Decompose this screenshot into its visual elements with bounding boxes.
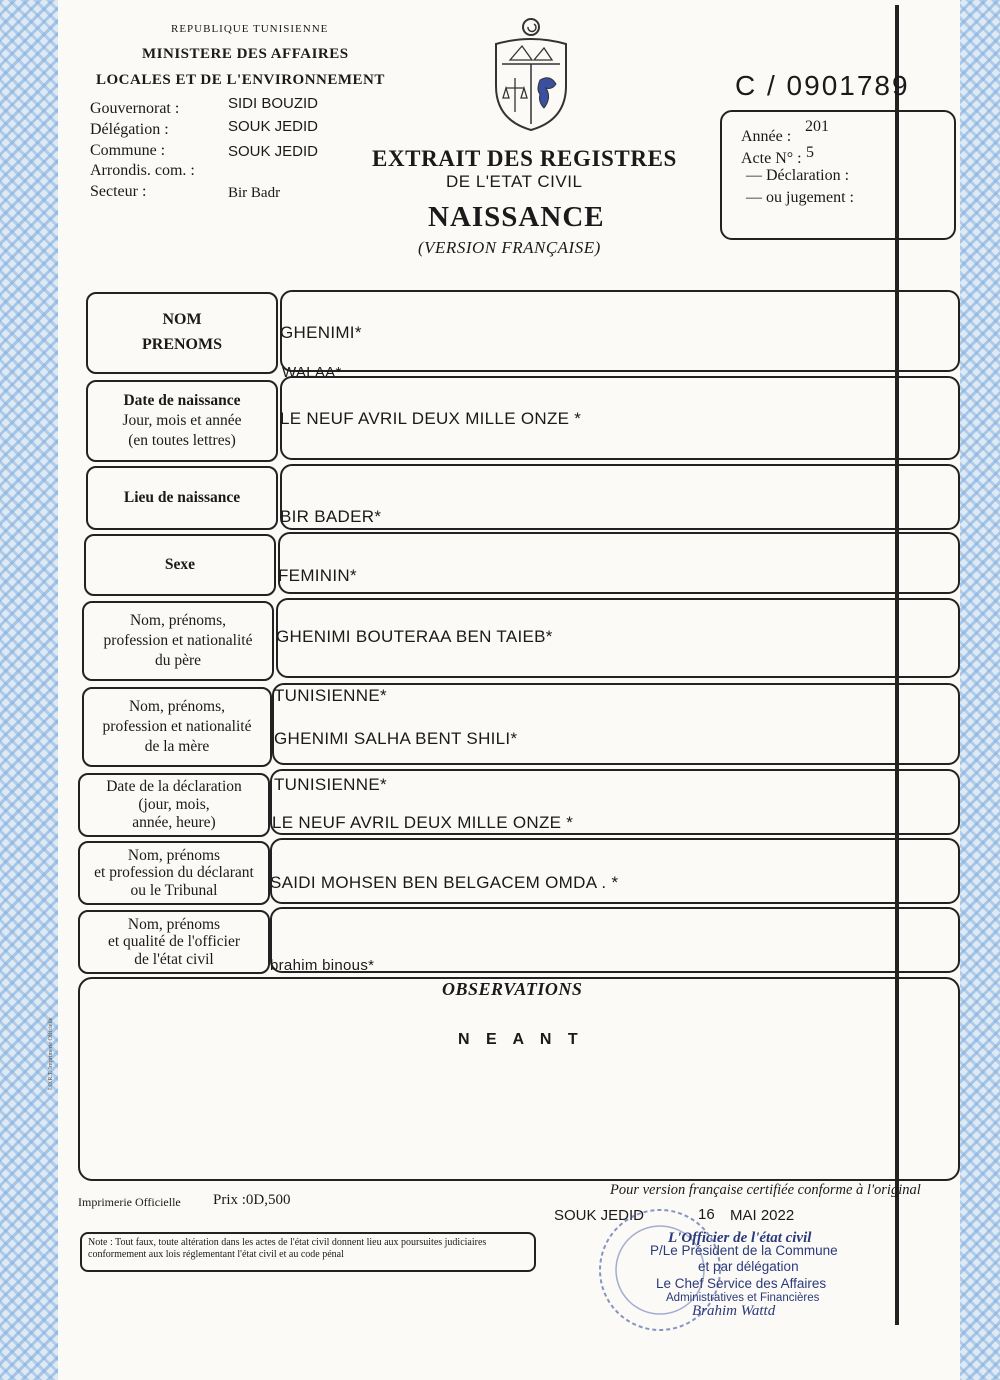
officier-label-3: de l'état civil xyxy=(134,950,214,968)
officier-label-2: et qualité de l'officier xyxy=(107,933,241,951)
pere-label-3: du père xyxy=(154,652,202,670)
jugement-label: — ou jugement : xyxy=(746,189,854,206)
observations-title: OBSERVATIONS xyxy=(442,979,583,999)
stamp-signature: Brahim Wattd xyxy=(692,1303,776,1319)
side-printer-text: I.O.R.T. Imprimerie Officielle xyxy=(48,1017,54,1090)
stamp-line-2: P/Le Président de la Commune xyxy=(650,1243,838,1258)
title-version: (VERSION FRANÇAISE) xyxy=(418,238,601,257)
declaration-date-label-2: (jour, mois, xyxy=(138,796,210,814)
pere-label-1: Nom, prénoms, xyxy=(129,611,226,629)
title-naissance: NAISSANCE xyxy=(428,201,605,233)
gouvernorat-label: Gouvernorat : xyxy=(90,100,180,117)
declaration-label-box xyxy=(78,773,270,837)
lieu-label: Lieu de naissance xyxy=(123,488,241,506)
stamp-line-4: Le Chef Service des Affaires xyxy=(656,1276,827,1291)
mere-nationalite: TUNISIENNE* xyxy=(274,775,387,794)
legal-note: Note : Tout faux, toute altération dans les actes de l'état civil donnent lieu aux poursuites judiciaires conformement aux lois réglementant l'état civil et au code pénal xyxy=(88,1237,487,1260)
officier-label-1: Nom, prénoms xyxy=(127,916,221,934)
certification-text: Pour version française certifiée conforme à l'original xyxy=(610,1182,921,1198)
month-year-value: MAI 2022 xyxy=(730,1207,795,1224)
mere-label-1: Nom, prénoms, xyxy=(128,697,225,715)
sexe-label: Sexe xyxy=(164,555,196,573)
ministry-line-1: MINISTERE DES AFFAIRES xyxy=(142,46,349,62)
date-naissance-sub-2: (en toutes lettres) xyxy=(128,432,236,450)
nom-label: NOM xyxy=(162,311,202,329)
title-line-1: EXTRAIT DES REGISTRES xyxy=(372,146,677,171)
mere-value-box xyxy=(272,683,960,765)
imprimerie-label: Imprimerie Officielle xyxy=(78,1195,181,1209)
mere-label-box xyxy=(82,687,272,767)
legal-note-box xyxy=(80,1232,536,1272)
declaration-date-label-1: Date de la déclaration xyxy=(106,778,242,796)
declarant-label-3: ou le Tribunal xyxy=(130,881,218,899)
commune-label: Commune : xyxy=(90,142,166,159)
secteur-label: Secteur : xyxy=(90,183,147,200)
pere-nationalite: TUNISIENNE* xyxy=(274,686,387,705)
date-naissance-sub-1: Jour, mois et année xyxy=(122,411,242,429)
delegation-label: Délégation : xyxy=(90,121,169,138)
declaration-label: — Déclaration : xyxy=(746,167,850,184)
sexe-value-box xyxy=(278,532,960,594)
lieu-value: BIR BADER* xyxy=(280,507,382,526)
nom-value-box xyxy=(280,290,960,372)
declaration-value: LE NEUF AVRIL DEUX MILLE ONZE * xyxy=(272,813,574,832)
decorative-border-left xyxy=(0,0,60,1380)
place-value: SOUK JEDID xyxy=(554,1207,645,1224)
officier-label-box xyxy=(78,910,270,974)
declarant-label-2: et profession du déclarant xyxy=(94,864,254,882)
delegation-value: SOUK JEDID xyxy=(228,118,319,135)
title-line-2: DE L'ETAT CIVIL xyxy=(446,172,583,191)
annee-label: Année : xyxy=(741,128,792,145)
sexe-value: FEMININ* xyxy=(278,566,357,585)
commune-value: SOUK JEDID xyxy=(228,143,319,160)
date-naissance-value: LE NEUF AVRIL DEUX MILLE ONZE * xyxy=(280,409,582,428)
acte-label: Acte N° : xyxy=(741,150,802,167)
officier-value: brahim binous* xyxy=(270,957,375,974)
nom-prenoms-label-box xyxy=(86,292,278,374)
annee-value: 201 xyxy=(805,118,829,135)
stamp-line-1: L'Officier de l'état civil xyxy=(668,1230,812,1246)
acte-value: 5 xyxy=(806,144,814,161)
day-value: 16 xyxy=(698,1206,715,1223)
declarant-label-box xyxy=(78,841,270,905)
pere-label-2: profession et nationalité xyxy=(103,631,253,649)
declarant-label-1: Nom, prénoms xyxy=(127,847,221,865)
declarant-value-box xyxy=(270,838,960,904)
nom-value: GHENIMI* xyxy=(280,323,362,342)
prenoms-label: PRENOMS xyxy=(142,336,222,353)
mere-label-2: profession et nationalité xyxy=(102,717,252,735)
observations-value: N E A N T xyxy=(458,1031,584,1048)
date-naissance-label-box xyxy=(86,380,278,462)
observations-box xyxy=(78,977,960,1181)
prix-label: Prix :0D,500 xyxy=(213,1192,291,1208)
document-page xyxy=(48,0,960,1380)
mere-value: GHENIMI SALHA BENT SHILI* xyxy=(274,729,518,748)
mere-label-3: de la mère xyxy=(144,738,210,756)
pere-label-box xyxy=(82,601,274,681)
coat-of-arms-icon xyxy=(488,16,574,134)
pere-value: GHENIMI BOUTERAA BEN TAIEB* xyxy=(276,627,553,646)
declarant-value: SAIDI MOHSEN BEN BELGACEM OMDA . * xyxy=(270,873,619,892)
prenoms-value: WALAA* xyxy=(282,364,342,381)
republic-header: REPUBLIQUE TUNISIENNE xyxy=(171,23,329,35)
ministry-line-2: LOCALES ET DE L'ENVIRONNEMENT xyxy=(96,72,385,88)
date-naissance-label: Date de naissance xyxy=(123,391,241,409)
secteur-value: Bir Badr xyxy=(228,185,281,201)
declaration-date-label-3: année, heure) xyxy=(132,813,216,831)
lieu-label-box xyxy=(86,466,278,530)
stamp-line-3: et par délégation xyxy=(698,1259,799,1274)
decorative-border-right xyxy=(958,0,1000,1380)
stamp-line-5: Administratives et Financières xyxy=(666,1292,820,1304)
lieu-value-box xyxy=(280,464,960,530)
arrondis-label: Arrondis. com. : xyxy=(90,162,195,179)
sexe-label-box xyxy=(84,534,276,596)
gouvernorat-value: SIDI BOUZID xyxy=(228,95,319,112)
serial-number: C / 0901789 xyxy=(735,70,910,101)
